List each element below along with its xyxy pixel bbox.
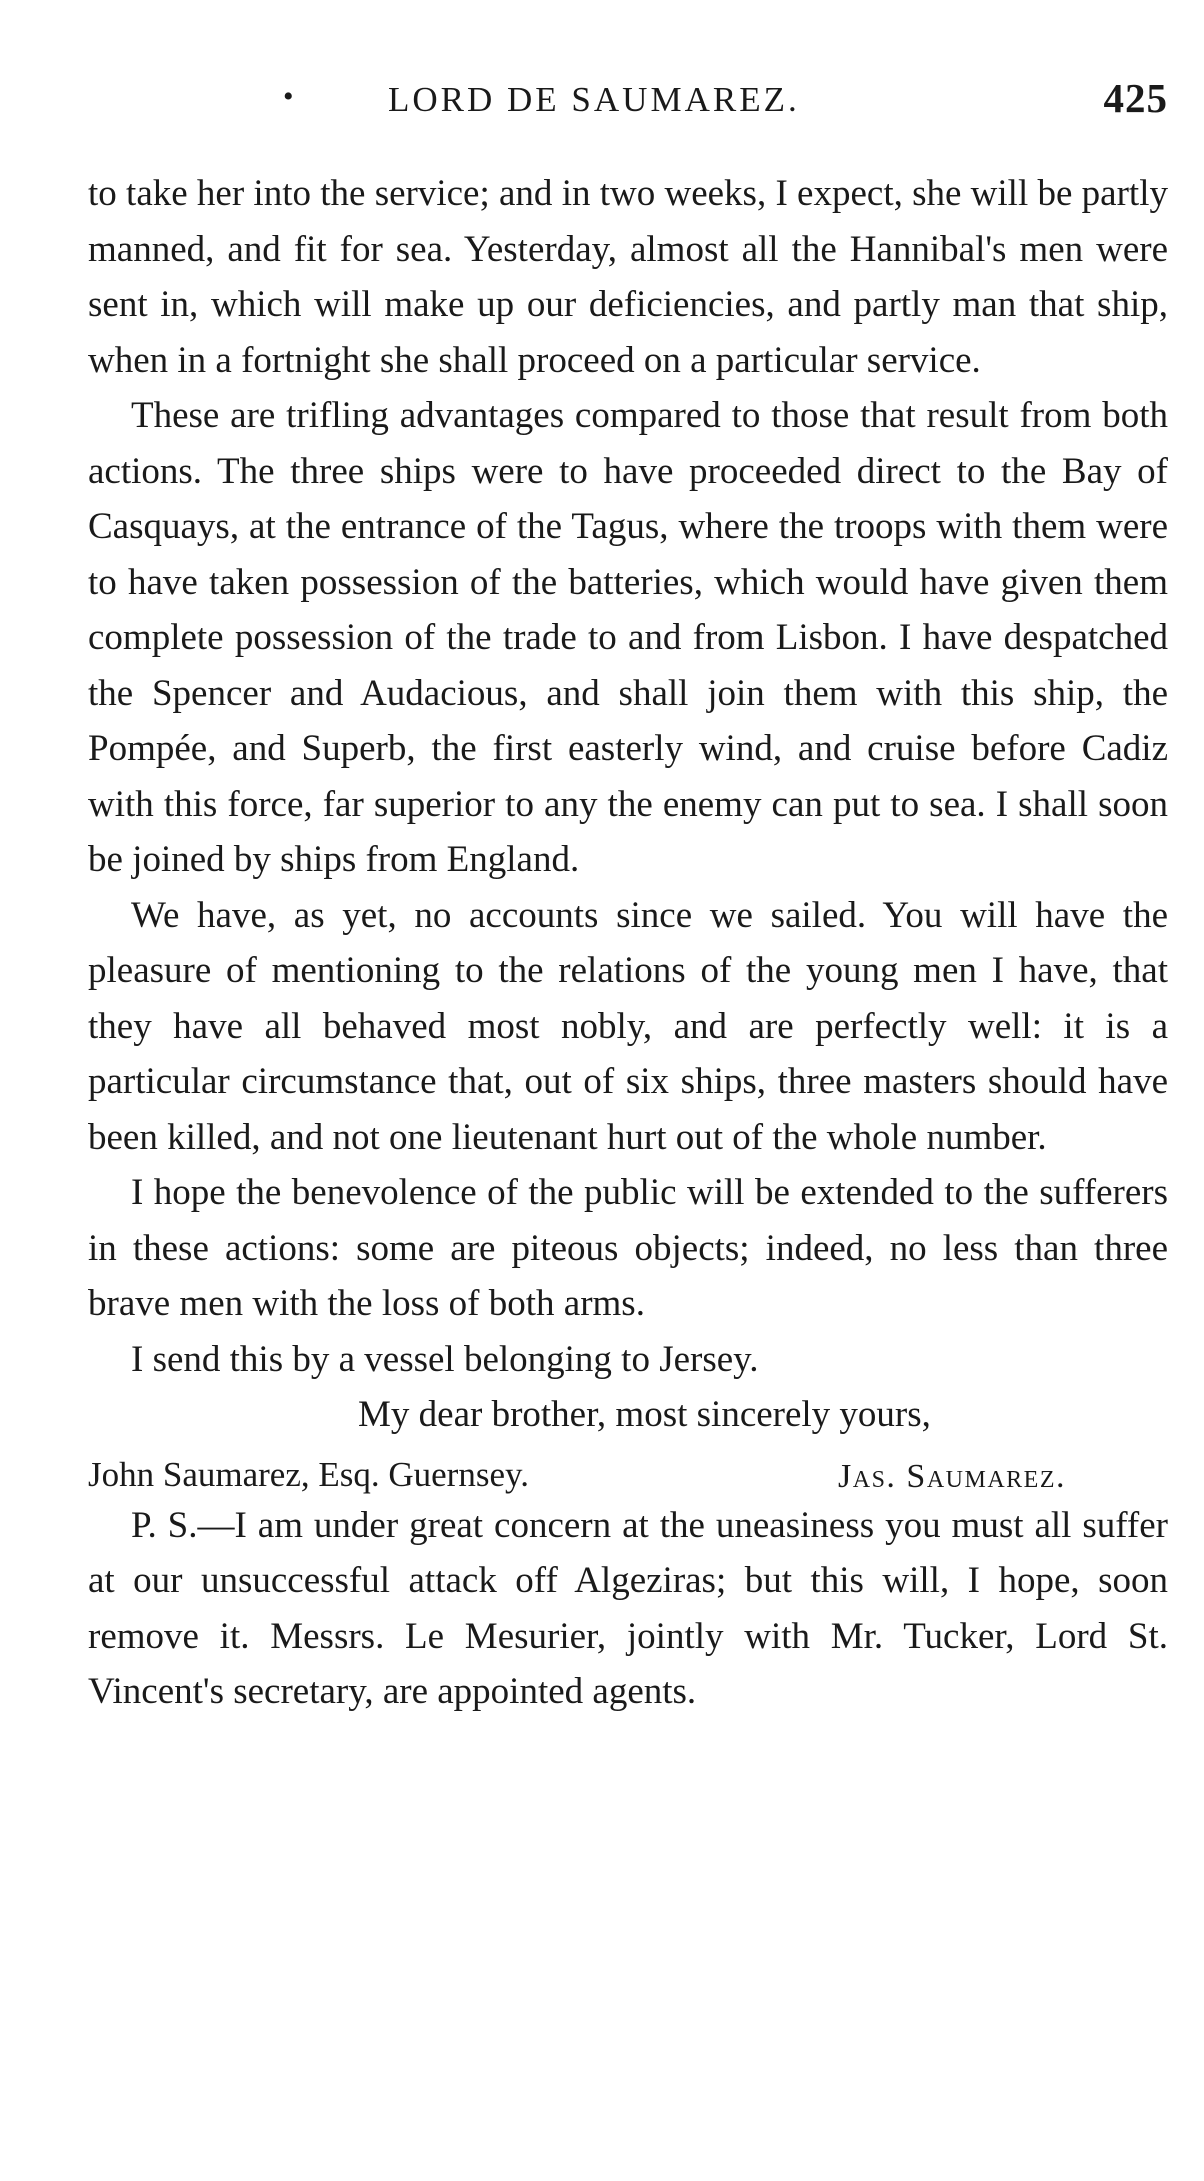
letter-closing: My dear brother, most sincerely yours,: [358, 1394, 931, 1435]
book-page: [88, 70, 1168, 1720]
paragraph: I send this by a vessel belonging to Jersey.: [131, 1338, 759, 1380]
signature: Jas. Saumarez.: [838, 1457, 1066, 1495]
addressee: John Saumarez, Esq. Guernsey.: [88, 1454, 529, 1494]
letter-body: [88, 166, 1168, 1720]
running-head: [88, 70, 1168, 130]
paragraph: These are trifling advantages compared to those that result from both actions. The three ships were to have proceeded direct to the Bay of Casquays, at the entrance of the Tagus, where the troops with them were to have taken possession of the batteries, which would have given them complete possession of the trade to and from Lisbon. I have despatched the Spencer and Audacious, and shall join them with this ship, the Pompée, and Superb, the first easterly wind, and cruise before Cadiz with this force, far superior to any the enemy can put to sea. I shall soon be joined by ships from England.: [88, 395, 1168, 880]
running-head-title: LORD DE SAUMAREZ.: [388, 80, 800, 119]
signature-line: [88, 1443, 1168, 1498]
paragraph-continued: to take her into the service; and in two weeks, I expect, she will be partly manned, and fit for sea. Yesterday, almost all the Hannibal's men were sent in, which will make up our deficiencies, and partly man that ship, when in a fortnight she shall proceed on a particular service.: [88, 173, 1168, 381]
paragraph: We have, as yet, no accounts since we sailed. You will have the pleasure of mentioning to the relations of the young men I have, that they have all behaved most nobly, and are perfectly well: it is a particular circumstance that, out of six ships, three masters should have been killed, and not one lieutenant hurt out of the whole number.: [88, 894, 1168, 1158]
page-number: 425: [1103, 75, 1168, 121]
postscript: P. S.—I am under great concern at the uneasiness you must all suffer at our unsuccessful attack off Algeziras; but this will, I hope, soon remove it. Messrs. Le Mesurier, jointly with Mr. Tucker, Lord St. Vincent's secretary, are appointed agents.: [88, 1504, 1168, 1712]
paragraph: I hope the benevolence of the public will be extended to the sufferers in these actions: some are piteous objects; indeed, no less than three brave men with the loss of both arms.: [88, 1172, 1168, 1324]
running-head-ornament: •: [283, 80, 297, 113]
